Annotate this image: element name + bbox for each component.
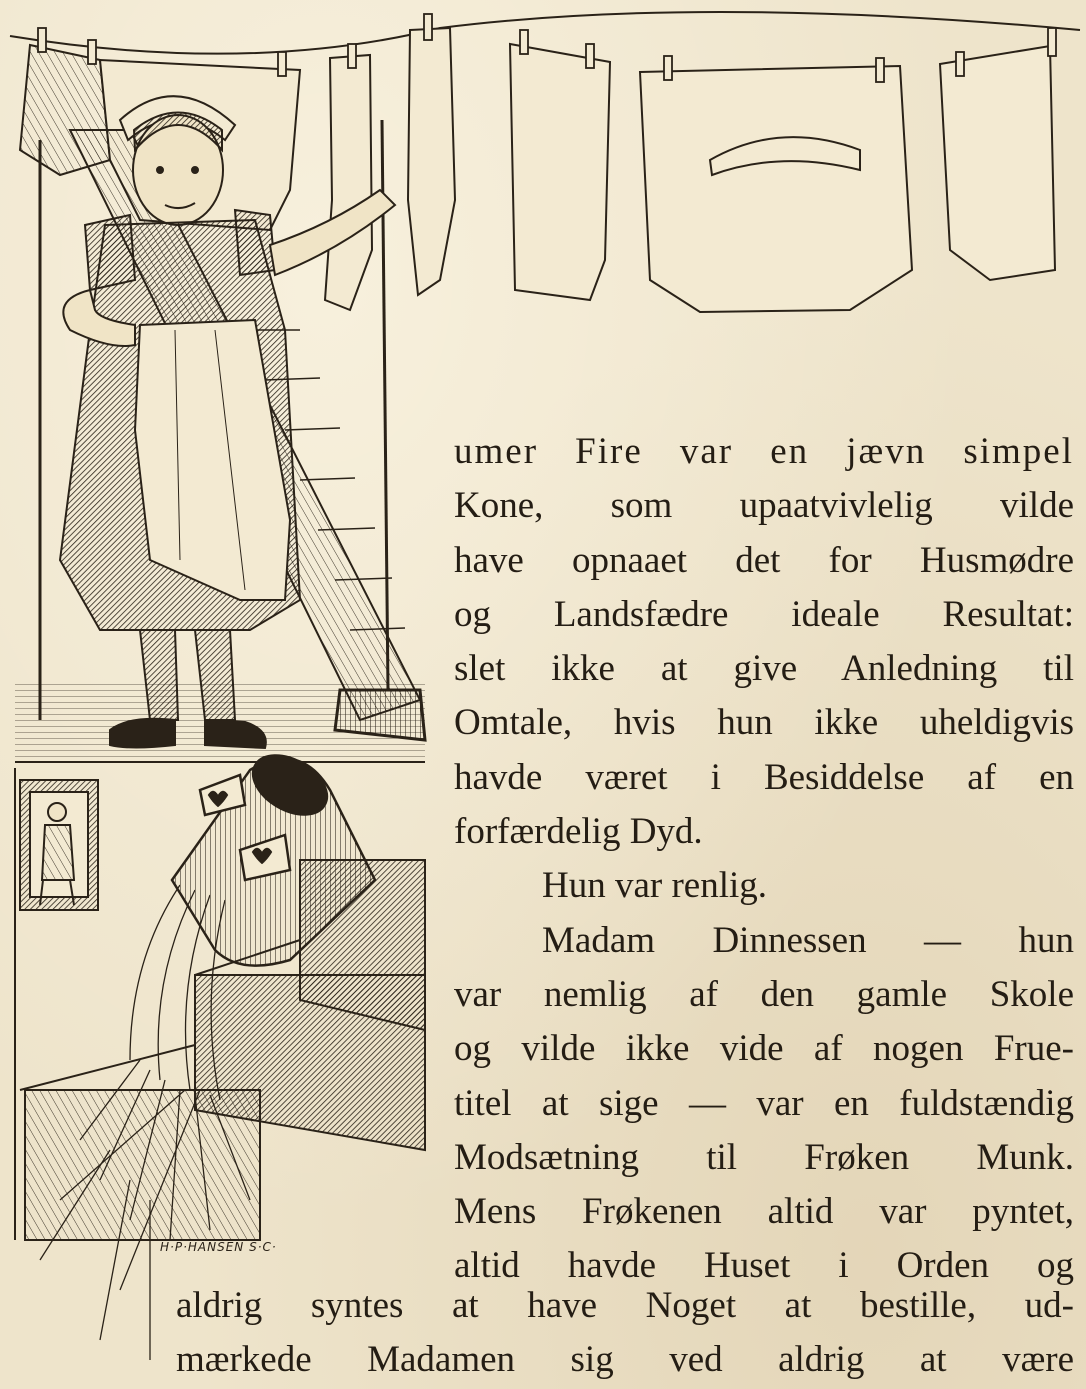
text-line: Madam Dinnessen — hun [542, 919, 1074, 961]
text-line: slet ikke at give Anledning til [454, 648, 1074, 690]
text-line: og Landsfædre ideale Resultat: [454, 593, 1074, 635]
text-line: mærkede Madamen sig ved aldrig at være [176, 1339, 1074, 1381]
clothesline [10, 12, 1080, 54]
text-line: Kone, som upaatvivlelig vilde [454, 485, 1074, 527]
body-text-full-width [176, 1279, 1074, 1388]
text-line: altid havde Huset i Orden og [454, 1245, 1074, 1287]
text-line: Modsætning til Frøken Munk. [454, 1136, 1074, 1178]
text-line: Hun var renlig. [542, 865, 768, 907]
text-line: titel at sige — var en fuldstændig [454, 1082, 1074, 1124]
wall-picture [20, 780, 98, 910]
text-line: Omtale, hvis hun ikke uheldigvis [454, 702, 1074, 744]
text-line: var nemlig af den gamle Skole [454, 973, 1074, 1015]
text-line: aldrig syntes at have Noget at bestille, ud- [176, 1285, 1074, 1326]
text-line: havde været i Besiddelse af en [454, 756, 1074, 798]
text-line: forfærdelig Dyd. [454, 811, 703, 853]
body-text [454, 425, 1074, 1294]
artist-signature: H·P·HANSEN S·C· [160, 1240, 277, 1254]
text-line: Mens Frøkenen altid var pyntet, [454, 1191, 1074, 1233]
text-line: og vilde ikke vide af nogen Frue- [454, 1028, 1074, 1070]
text-line: have opnaaet det for Husmødre [454, 539, 1074, 581]
text-line: umer Fire var en jævn simpel [454, 431, 1074, 472]
